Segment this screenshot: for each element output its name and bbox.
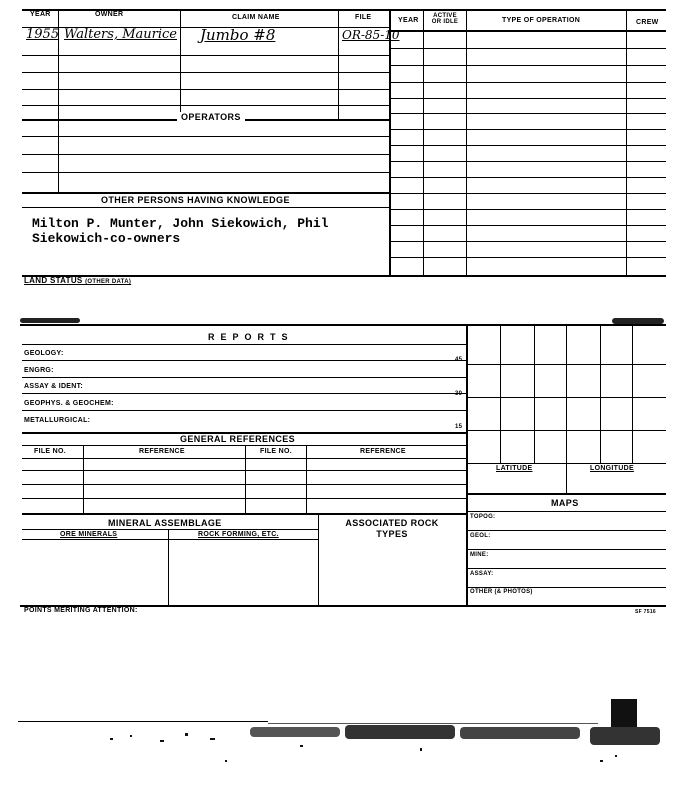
report-row-geophys: GEOPHYS. & GEOCHEM: [24,400,114,407]
report-row-engrg: ENGRG: [24,367,54,374]
maps-row-other: OTHER (& PHOTOS) [470,589,533,595]
report-row-assay: ASSAY & IDENT: [24,383,84,390]
entry-claim-name: Jumbo #8 [200,26,276,44]
other-persons-label: OTHER PERSONS HAVING KNOWLEDGE [101,195,290,205]
maps-row-topog: TOPOG: [470,514,496,520]
header-crew: CREW [636,19,659,26]
entry-file: OR-85-10 [342,28,400,42]
maps-row-assay: ASSAY: [470,571,494,577]
points-meriting-attention-label: POINTS MERITING ATTENTION: [24,607,138,614]
maps-row-geol: GEOL: [470,533,491,539]
header-year: YEAR [30,11,51,18]
header-owner: OWNER [95,11,124,18]
header-year-2: YEAR [398,17,419,24]
ref-header-reference-2: REFERENCE [360,448,406,455]
header-claim-name: CLAIM NAME [232,14,280,21]
entry-year: 1955 [26,27,60,42]
entry-owner: Walters, Maurice [64,27,177,42]
reports-title: REPORTS [208,332,294,342]
ore-minerals-label: ORE MINERALS [60,531,118,538]
report-row-geology: GEOLOGY: [24,350,64,357]
maps-title: MAPS [551,498,579,508]
associated-rock-types-label: ASSOCIATED ROCK TYPES [345,518,439,539]
scale-30: 30 [455,391,463,397]
report-row-metallurgical: METALLURGICAL: [24,417,91,424]
rock-forming-label: ROCK FORMING, ETC. [198,531,279,538]
latitude-label: LATITUDE [496,465,533,472]
ref-header-file-no-2: FILE NO. [260,448,292,455]
form-number: SF 7516 [635,609,657,615]
header-active-or-idle: ACTIVE OR IDLE [431,13,459,25]
ref-header-file-no-1: FILE NO. [34,448,66,455]
header-file: FILE [355,14,372,21]
scale-45: 45 [455,357,463,363]
header-type-of-operation: TYPE OF OPERATION [502,17,581,24]
operators-label: OPERATORS [177,112,245,122]
other-persons-text: Milton P. Munter, John Siekowich, Phil Siekowich-co-owners [32,216,329,246]
longitude-label: LONGITUDE [590,465,634,472]
mineral-assemblage-title: MINERAL ASSEMBLAGE [108,518,222,528]
land-status-label: LAND STATUS (OTHER DATA) [24,276,132,285]
ref-header-reference-1: REFERENCE [139,448,185,455]
general-references-title: GENERAL REFERENCES [180,434,296,444]
maps-row-mine: MINE: [470,552,489,558]
scale-15: 15 [455,424,463,430]
